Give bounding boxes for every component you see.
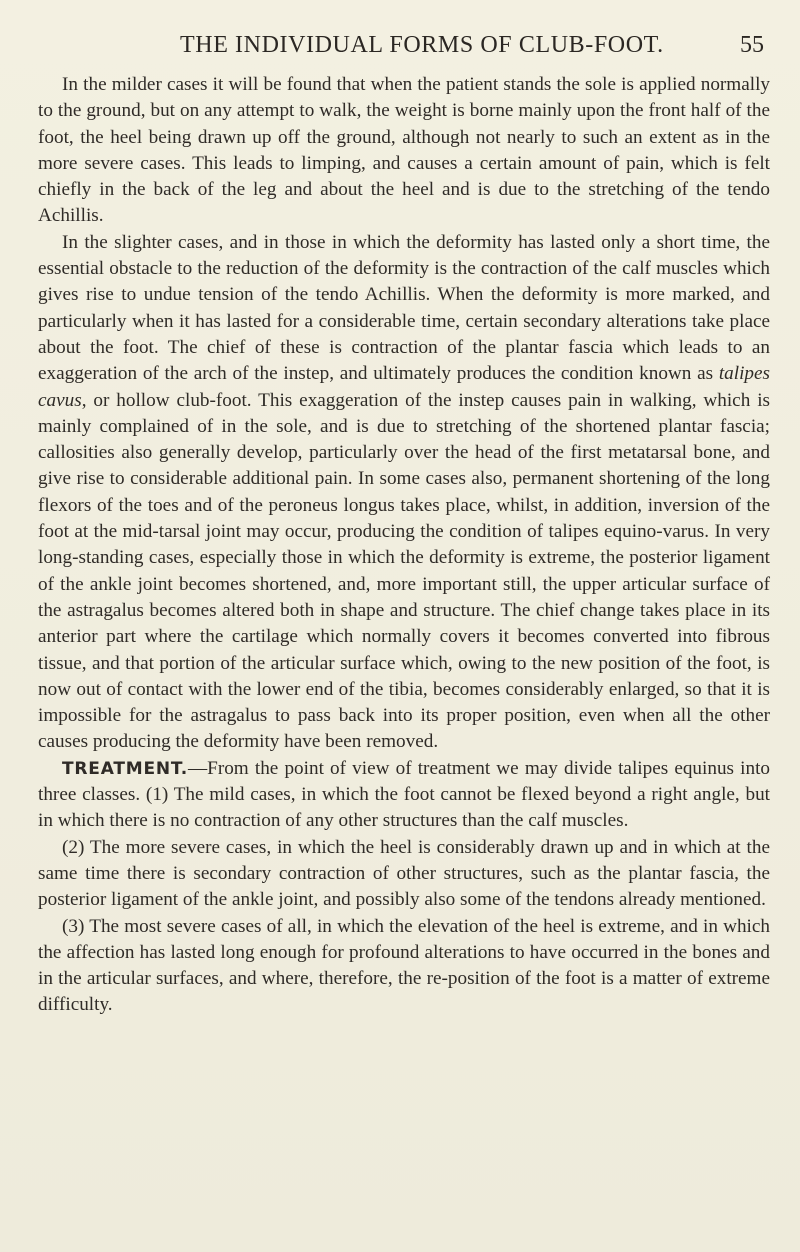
body-text — [38, 72, 770, 1019]
paragraph-text: (2) The more severe cases, in which the heel is considerably drawn up and in which at the same time there is secondary contraction of other structures, such as the plantar fascia, the posterior ligament of the ankle joint, and possibly also some of the tendons already mentioned. — [38, 836, 770, 911]
paragraph-treatment — [38, 756, 770, 835]
italic-term-talipes-cavus: talipes cavus — [38, 363, 770, 411]
paragraph-text-after-italic: , or hollow club-foot. This exaggeration of the instep causes pain in walking, which is mainly complained of in the sole, and is due to stretching of the shortened plantar fascia; callosities also generally develop, particularly over the head of the first metatarsal bone, and give rise to considerable additional pain. In some cases also, permanent shortening of the long flexors of the toes and of the peroneus longus takes place, whilst, in addition, inversion of the foot at the mid-tarsal joint may occur, producing the condition of talipes equino-varus. In very long-standing cases, especially those in which the deformity is extreme, the posterior ligament of the ankle joint becomes shortened, and, more important still, the upper articular surface of the astragalus becomes altered both in shape and structure. The chief change takes place in its anterior part where the cartilage which normally covers it becomes converted into fibrous tissue, and that portion of the articular surface which, owing to the new position of the foot, is now out of contact with the lower end of the tibia, becomes considerably enlarged, so that it is impossible for the astragalus to pass back into its proper position, even when all the other causes producing the deformity have been removed. — [38, 389, 770, 753]
paragraph-text: (3) The most severe cases of all, in which the elevation of the heel is extreme, and in which the affection has lasted long enough for profound alterations to have occurred in the bones and in the articular surfaces, and where, therefore, the re-position of the foot is a matter of extreme difficulty. — [38, 915, 770, 1016]
paragraph-class-2 — [38, 835, 770, 914]
page-number: 55 — [740, 32, 764, 58]
paragraph-text: In the milder cases it will be found that when the patient stands the sole is applied normally to the ground, but on any attempt to walk, the weight is borne mainly upon the front half of the foot, the heel being drawn up off the ground, although not nearly to such an extent as in the more severe cases. This leads to limping, and causes a certain amount of pain, which is felt chiefly in the back of the leg and about the heel and is due to the stretching of the tendo Achillis. — [38, 74, 770, 227]
paragraph-slighter-cases — [38, 230, 770, 756]
paragraph-text-before-italic: In the slighter cases, and in those in which the deformity has lasted only a short time, the essential obstacle to the reduction of the deformity is the contraction of the calf muscles which gives rise to undue tension of the tendo Achillis. When the deformity is more marked, and particularly when it has lasted for a considerable time, certain secondary alterations take place about the foot. The chief of these is contraction of the plantar fascia which leads to an exaggeration of the arch of the instep, and ultimately produces the condition known as — [38, 231, 770, 385]
paragraph-milder-cases — [38, 72, 770, 230]
paragraph-class-3 — [38, 914, 770, 1019]
running-title: THE INDIVIDUAL FORMS OF CLUB-FOOT. — [180, 32, 664, 58]
paragraph-text: —From the point of view of treatment we may divide talipes equinus into three classes. (1) The mild cases, in which the foot cannot be flexed beyond a right angle, but in which there is no contraction of any other structures than the calf muscles. — [38, 757, 770, 832]
page-header — [40, 32, 770, 62]
treatment-heading: TREATMENT. — [62, 758, 188, 779]
